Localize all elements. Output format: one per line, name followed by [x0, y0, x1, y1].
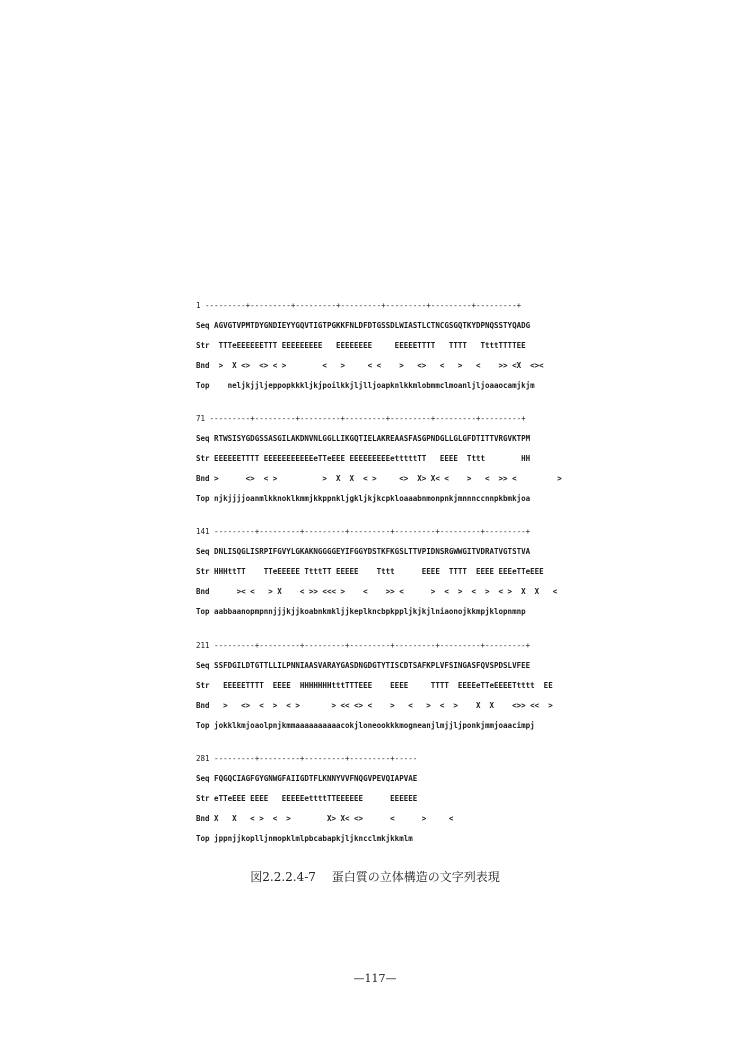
- str-row: Str EEEEETTTT EEEE HHHHHHHtttTTTEEE EEEE TTTT EEEEeTTeEEEETtttt EE: [196, 681, 553, 690]
- seq-row: Seq SSFDGILDTGTTLLILPNNIAASVARAYGASDNGDGTYTISCDTSAFKPLVFSINGASFQVSPDSLVFEE: [196, 661, 531, 670]
- seq-row: Seq RTWSISYGDGSSASGILAKDNVNLGGLLIKGQTIELAKREAASFASGPNDGLLGLGFDTITTVRGVKTPM: [196, 434, 531, 443]
- bnd-row: Bnd > <> < > < > > << <> < > < > < > X X <>> << >: [196, 701, 553, 710]
- seq-row: Seq DNLISQGLISRPIFGVYLGKAKNGGGGEYIFGGYDSTKFKGSLTTVPIDNSRGWWGITVDRATVGTSTVA: [196, 547, 531, 556]
- top-row: Top neljkjjljeppopkkkljkjpoilkkjljlljoapknlkkmlobmmclmoanljljoaaocamjkjm: [196, 381, 535, 390]
- sequence-block-5: [196, 749, 650, 849]
- bnd-row: Bnd > X <> <> < > < > < < > <> < > < >> <X <><: [196, 361, 544, 370]
- sequence-block-4: [196, 636, 650, 736]
- position-ruler: 71 ---------+---------+---------+---------+---------+---------+---------+: [196, 414, 526, 423]
- position-ruler: 141 ---------+---------+---------+---------+---------+---------+---------+: [196, 527, 531, 536]
- seq-row: Seq FQGQCIAGFGYGNWGFAIIGDTFLKNNYVVFNQGVPEVQIAPVAE: [196, 774, 418, 783]
- top-row: Top njkjjjjoanmlkknoklkmmjkkppnkljgkljkjkcpkloaaabnmonpnkjmnnnccnnpkbmkjoa: [196, 494, 531, 503]
- top-row: Top jppnjjkoplljnmopklmlpbcabapkjljkncclmkjkkmlm: [196, 834, 413, 843]
- position-ruler: 281 ---------+---------+---------+---------+-----: [196, 754, 418, 763]
- seq-row: Seq AGVGTVPMTDYGNDIEYYGQVTIGTPGKKFNLDFDTGSSDLWIASTLCTNCGSGQTKYDPNQSSTYQADG: [196, 321, 531, 330]
- sequence-block-3: [196, 522, 650, 622]
- top-row: Top jokklkmjoaolpnjkmmaaaaaaaaaacokjloneookkkmogneanjlmjjljponkjmmjoaacimpj: [196, 721, 535, 730]
- position-ruler: 211 ---------+---------+---------+---------+---------+---------+---------+: [196, 641, 531, 650]
- top-row: Top aabbaanopmpnnjjjkjjkoabnkmkljjkeplkncbpkppljkjkjlniaonojkkmpjklopnmnp: [196, 607, 526, 616]
- bnd-row: Bnd X X < > < > X> X< <> < > <: [196, 814, 454, 823]
- sequence-block-1: [196, 296, 650, 396]
- page-number: —117—: [353, 972, 397, 985]
- figure-caption: 図2.2.2.4-7 蛋白質の立体構造の文字列表現: [250, 870, 500, 884]
- position-ruler: 1 ---------+---------+---------+---------+---------+---------+---------+: [196, 301, 522, 310]
- sequence-block-2: [196, 409, 650, 509]
- bnd-row: Bnd >< < > X < >> <<< > < >> < > < > < > < > X X <: [196, 587, 558, 596]
- str-row: Str eTTeEEE EEEE EEEEEettttTTEEEEEE EEEEEE: [196, 794, 418, 803]
- str-row: Str TTTeEEEEEETTT EEEEEEEEE EEEEEEEE EEEEETTTT TTTT TtttTTTTEE: [196, 341, 526, 350]
- bnd-row: Bnd > <> < > > X X < > <> X> X< < > < >> < >: [196, 474, 562, 483]
- str-row: Str EEEEEETTTT EEEEEEEEEEEeTTeEEE EEEEEEEEEetttttTT EEEE Tttt HH: [196, 454, 531, 463]
- str-row: Str HHHttTT TTeEEEEE TtttTT EEEEE Tttt EEEE TTTT EEEE EEEeTTeEEE: [196, 567, 544, 576]
